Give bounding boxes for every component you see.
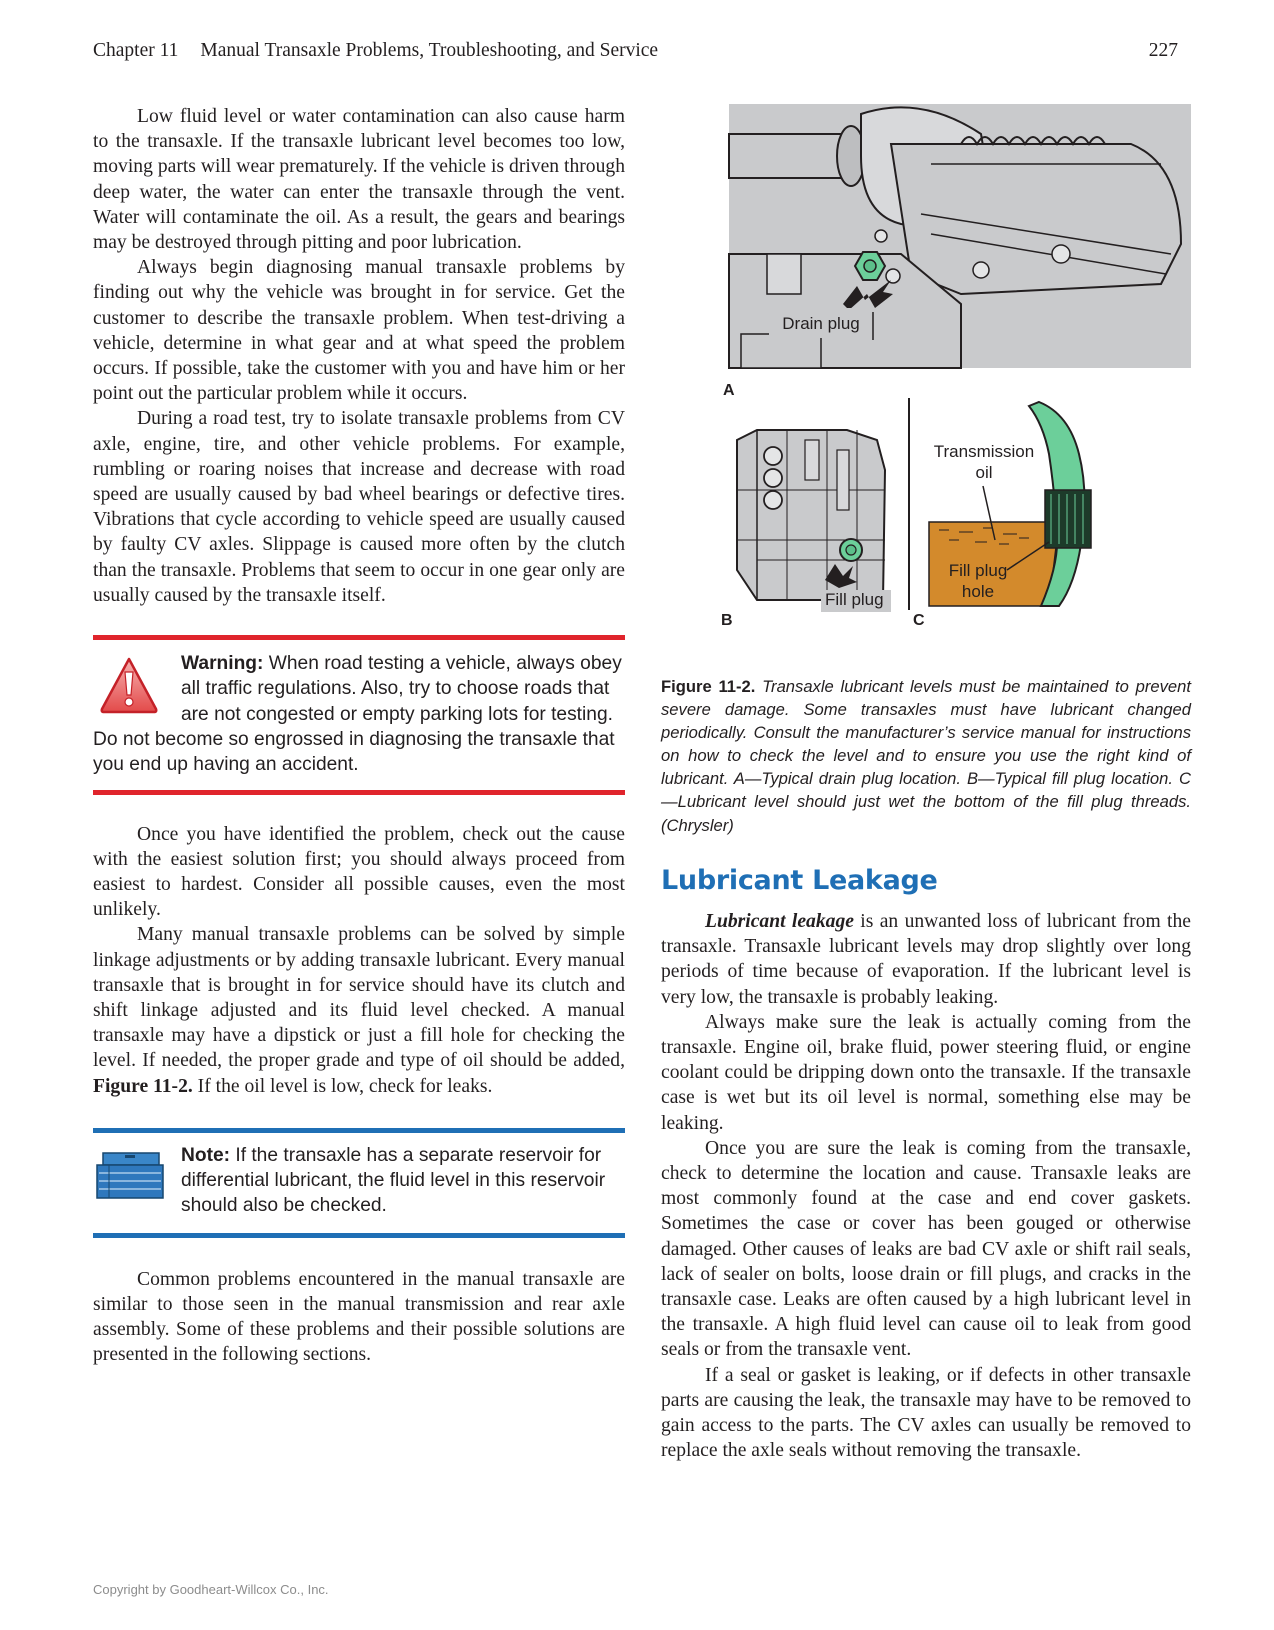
panel-c-label: C — [913, 612, 925, 629]
figure-reference[interactable]: Figure 11-2. — [93, 1075, 193, 1097]
caption-label: Figure 11-2. — [661, 677, 756, 696]
chapter-heading — [93, 40, 680, 70]
toolbox-icon — [95, 1150, 165, 1200]
linkage-text-1: Many manual transaxle problems can be solved by simple linkage adjustments or by adding transaxle lubricant. Every manual transaxle that is brought in for service should have its clutch and shift linkage adjusted and its fluid level checked. A manual transaxle may have a dipstick or just a fill hole for checking the level. If needed, the proper grade and type of oil should be added, — [93, 924, 625, 1072]
panel-divider — [908, 398, 910, 610]
copyright-notice: Copyright by Goodheart-Willcox Co., Inc. — [93, 1582, 329, 1597]
note-body: If the transaxle has a separate reservoir for differential lubricant, the fluid level in this reservoir should also be checked. — [181, 1144, 606, 1217]
paragraph-road-test: During a road test, try to isolate transaxle problems from CV axle, engine, tire, and other vehicle problems. For example, rumbling or roaring noises that increase and decrease with road speed are usually caused by bad wheel bearings or defective tires. Vibrations that cycle according to vehicle speed are usually caused by faulty CV axles. Slippage is caused more often by the clutch than the transaxle. Problems that seem to occur in one gear only are usually caused by the transaxle itself. — [93, 408, 625, 606]
panel-a-label: A — [723, 382, 735, 399]
paragraph-fluid-level: Low fluid level or water contamination can also cause harm to the transaxle. If the transaxle lubricant level becomes too low, moving parts will wear prematurely. If the vehicle is driven through deep water, the water can enter the transaxle through the vent. Water will contaminate the oil. As a result, the gears and bearings may be destroyed through pitting and poor lubrication. — [93, 106, 625, 254]
chapter-number: Chapter 11 — [93, 40, 179, 61]
paragraph-linkage — [93, 922, 625, 1098]
page-number: 227 — [1148, 40, 1178, 61]
fill-plug-label: Fill plug — [825, 590, 884, 609]
paragraph-leak-location: Once you are sure the leak is coming from the transaxle, check to determine the location and cause. Transaxle leaks are most commonly found at the case and end cover gaskets. Sometimes the case or cover has been gouged or otherwise damaged. Other causes of leaks are bad CV axle or shift rail seals, lack of sealer on bolts, loose drain or fill plugs, and cracks in the transaxle case. Leaks are often caused by a high lubricant level in the transaxle. A high fluid level can cause oil to leak from good seals or from the transaxle vent. — [661, 1137, 1191, 1361]
panel-b-label: B — [721, 612, 733, 629]
paragraph-lubricant-leakage — [661, 909, 1191, 1010]
fill-plug-hole-line-2: hole — [961, 582, 995, 601]
paragraph-seal-gasket: If a seal or gasket is leaking, or if defects in other transaxle parts are causing the leak, the transaxle may have to be removed to gain access to the parts. The CV axles can usually be removed to replace the axle seals without removing the transaxle. — [661, 1364, 1191, 1462]
transmission-oil-line-1: Transmission — [933, 442, 1035, 461]
left-column — [93, 104, 625, 1368]
paragraph-easiest-solution: Once you have identified the problem, check out the cause with the easiest solution first; you should always proceed from easiest to hardest. Consider all possible causes, even the most unlikely. — [93, 823, 625, 921]
note-bottom-rule — [93, 1233, 625, 1238]
fill-plug-hole-line-1: Fill plug — [948, 561, 1008, 580]
paragraph-common-problems: Common problems encountered in the manual transaxle are similar to those seen in the manual transmission and rear axle assembly. Some of these problems and their possible solutions are presented in the following sections. — [93, 1268, 625, 1366]
warning-label: Warning: — [181, 653, 264, 675]
warning-bottom-rule — [93, 790, 625, 795]
transmission-oil-line-2: oil — [975, 463, 993, 482]
section-title: Lubricant Leakage — [661, 865, 938, 896]
fill-plug-hole-label — [923, 560, 1033, 602]
running-header — [93, 40, 1178, 70]
note-callout — [93, 1128, 625, 1238]
paragraph-leak-source: Always make sure the leak is actually coming from the transaxle. Engine oil, brake fluid, power steering fluid, or engine coolant could be dripping down onto the transaxle. If the transaxle case is wet but its oil level is normal, something else may be leaking. — [661, 1011, 1191, 1134]
chapter-title: Manual Transaxle Problems, Troubleshooting, and Service — [200, 40, 659, 61]
right-column — [661, 865, 1191, 1463]
caption-body: Transaxle lubricant levels must be maintained to prevent severe damage. Some transaxles must have lubricant changed periodically. Consult the manufacturer’s service manual for instructions on how to check the level and to ensure you use the right kind of lubricant. A—Typical drain plug location. B—Typical fill plug location. C—Lubricant level should just wet the bottom of the fill plug threads. (Chrysler) — [661, 677, 1191, 835]
warning-callout — [93, 635, 625, 794]
warning-triangle-icon — [99, 656, 159, 714]
figure-11-2 — [661, 104, 1191, 660]
drain-plug-label: Drain plug — [782, 314, 860, 333]
linkage-text-2: If the oil level is low, check for leaks. — [192, 1075, 493, 1097]
fill-plug-illustration — [727, 400, 892, 620]
warning-text — [93, 651, 625, 777]
leakage-definition: is an unwanted loss of lubricant from the transaxle. Transaxle lubricant levels may drop slightly over long periods of time because of evaporation. If the lubricant level is very low, the transaxle is probably leaking. — [661, 911, 1191, 1008]
transmission-oil-label — [909, 441, 1059, 483]
drain-plug-illustration — [661, 104, 1191, 384]
paragraph-diagnosing: Always begin diagnosing manual transaxle problems by finding out why the vehicle was brought in for service. Get the customer to describe the transaxle problem. When test-driving a vehicle, determine in what gear and at what speed the problem occurs. If possible, take the customer with you and have him or her point out the particular problem while it occurs. — [93, 257, 625, 405]
term-lubricant-leakage: Lubricant leakage — [705, 911, 854, 932]
note-text — [181, 1143, 625, 1219]
note-label: Note: — [181, 1144, 231, 1166]
figure-caption — [661, 675, 1191, 837]
warning-body: When road testing a vehicle, always obey all traffic regulations. Also, try to choose roads that are not congested or empty parking lots for testing. Do not become so engrossed in diagnosing the transaxle that you end up having an accident. — [93, 653, 622, 776]
